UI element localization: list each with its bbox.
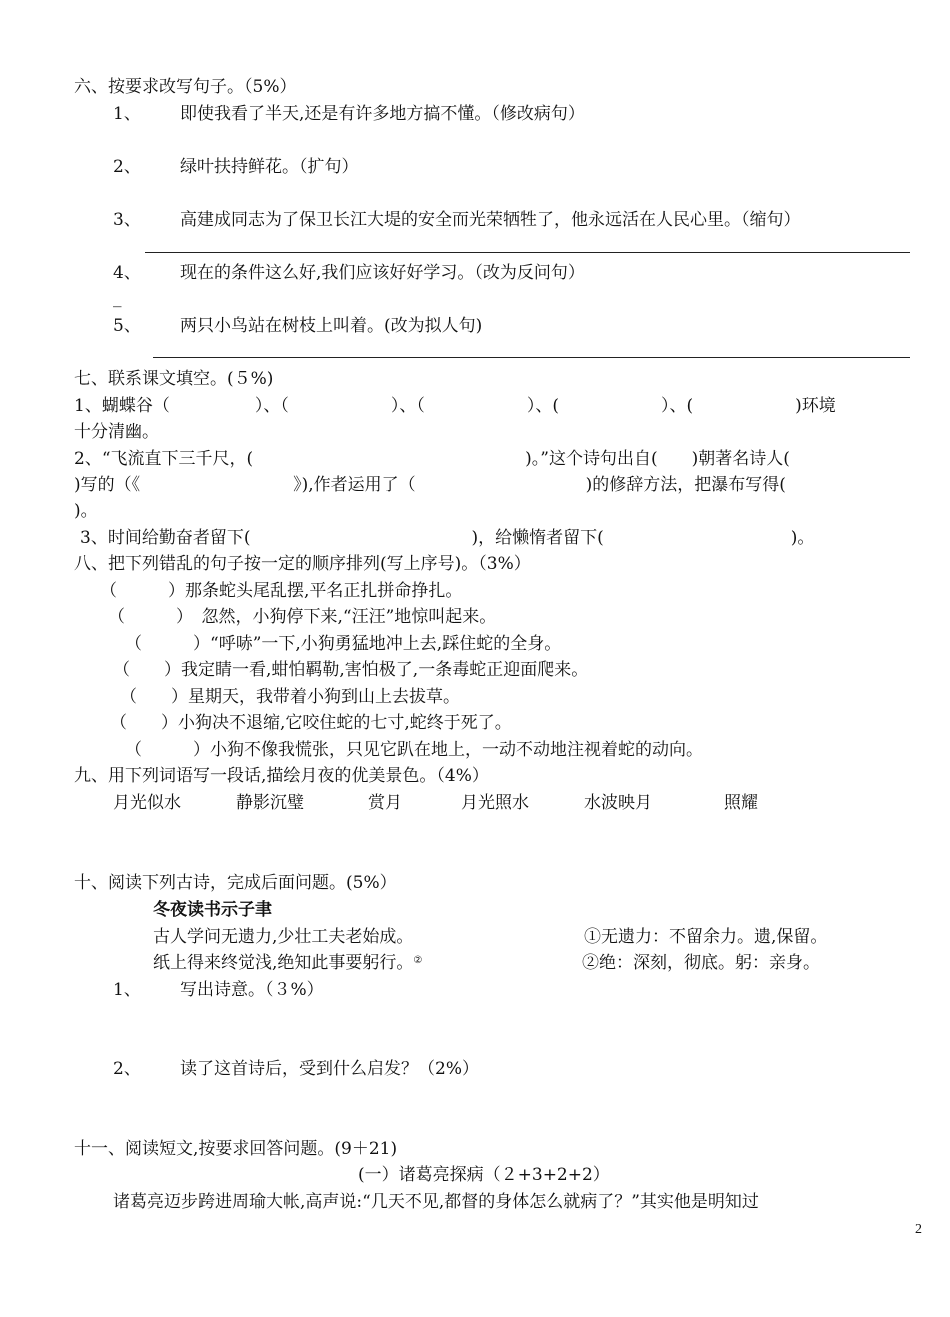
s6-item-5-text: 两只小鸟站在树枝上叫着。(改为拟人句)	[180, 316, 483, 336]
s7-q1-line: 1、蝴蝶谷（ ）、（ ）、（ ）、( ）、( )环境	[74, 396, 836, 416]
s8-item-3: （ ）“呼哧”一下,小狗勇猛地冲上去,踩住蛇的全身。	[125, 634, 562, 654]
s6-stray-mark: _	[113, 288, 122, 308]
s9-word-3: 赏月	[368, 793, 402, 813]
s9-word-5: 水波映月	[584, 793, 652, 813]
s6-item-3-number: 3、	[113, 210, 141, 230]
poem-line-1: 古人学问无遗力,少壮工夫老始成。	[153, 927, 414, 947]
section-8-heading: 八、把下列错乱的句子按一定的顺序排列(写上序号)。（3%）	[74, 554, 531, 574]
section-7-heading: 七、联系课文填空。(５%)	[74, 369, 274, 389]
s6-item-2-number: 2、	[113, 157, 141, 177]
poem-note-1: ①无遗力：不留余力。遗,保留。	[584, 927, 828, 947]
s8-item-1: （ ）那条蛇头尾乱摆,平名正扎拼命挣扎。	[100, 581, 463, 601]
section-10-heading: 十、阅读下列古诗，完成后面问题。(5%）	[74, 873, 397, 893]
poem-title: 冬夜读书示子聿	[153, 900, 272, 920]
s10-q1-number: 1、	[113, 980, 141, 1000]
poem-note-2: ②绝：深刻，彻底。躬：亲身。	[582, 953, 820, 973]
s6-item-2-text: 绿叶扶持鲜花。（扩句）	[180, 157, 359, 177]
s9-word-1: 月光似水	[113, 793, 181, 813]
s6-item-1-text: 即使我看了半天,还是有许多地方搞不懂。（修改病句）	[180, 104, 585, 124]
s9-word-4: 月光照水	[461, 793, 529, 813]
s6-item-5-number: 5、	[113, 316, 141, 336]
s10-q2-number: 2、	[113, 1059, 141, 1079]
s6-item-4-number: 4、	[113, 263, 141, 283]
passage-paragraph: 诸葛亮迈步跨进周瑜大帐,高声说:“几天不见,都督的身体怎么就病了？”其实他是明知过	[113, 1192, 759, 1212]
s8-item-7: （ ）小狗不像我慌张，只见它趴在地上，一动不动地注视着蛇的动向。	[125, 740, 703, 760]
passage-subtitle: (一）诸葛亮探病（２+3+2+2）	[358, 1165, 610, 1185]
poem-line-2	[153, 952, 422, 974]
poem-line-2-footnote-mark: ②	[413, 955, 423, 966]
s9-word-2: 静影沉璧	[236, 793, 304, 813]
s6-item-1-number: 1、	[113, 104, 141, 124]
s6-item-3-text: 高建成同志为了保卫长江大堤的安全而光荣牺牲了，他永远活在人民心里。（缩句）	[180, 210, 801, 230]
s10-q2-text: 读了这首诗后，受到什么启发？（2%）	[180, 1059, 479, 1079]
section-9-heading: 九、用下列词语写一段话,描绘月夜的优美景色。（4%）	[74, 766, 489, 786]
s8-item-4: （ ）我定睛一看,蚶怕羁勒,害怕极了,一条毒蛇正迎面爬来。	[113, 660, 589, 680]
page-number: 2	[915, 1222, 922, 1237]
s6-item-4-text: 现在的条件这么好,我们应该好好学习。（改为反问句）	[180, 263, 585, 283]
section-6-heading: 六、按要求改写句子。（5%）	[74, 77, 297, 97]
section-11-heading: 十一、阅读短文,按要求回答问题。(9＋21)	[74, 1139, 398, 1159]
s8-item-2: （ ） 忽然，小狗停下来,“汪汪”地惊叫起来。	[108, 607, 497, 627]
poem-line-2-text: 纸上得来终觉浅,绝知此事要躬行。	[153, 953, 414, 973]
s7-q1-line-cont: 十分清幽。	[74, 422, 159, 442]
s7-q2-line: 2、“飞流直下三千尺，( )。”这个诗句出自( )朝著名诗人(	[74, 449, 790, 469]
s9-word-6: 照耀	[724, 793, 758, 813]
s10-q1-text: 写出诗意。（３%）	[180, 980, 324, 1000]
s6-item-3-answer-line	[145, 252, 910, 253]
s7-q2-line-end: )。	[74, 501, 98, 521]
s7-q2-line-cont: )写的（《 》),作者运用了（ )的修辞方法，把瀑布写得(	[74, 475, 786, 495]
s8-item-5: （ ）星期天，我带着小狗到山上去拔草。	[120, 687, 460, 707]
s6-item-5-answer-line	[153, 357, 910, 358]
s7-q3-line: 3、时间给勤奋者留下( )，给懒惰者留下( )。	[80, 528, 815, 548]
s8-item-6: （ ）小狗决不退缩,它咬住蛇的七寸,蛇终于死了。	[110, 713, 512, 733]
